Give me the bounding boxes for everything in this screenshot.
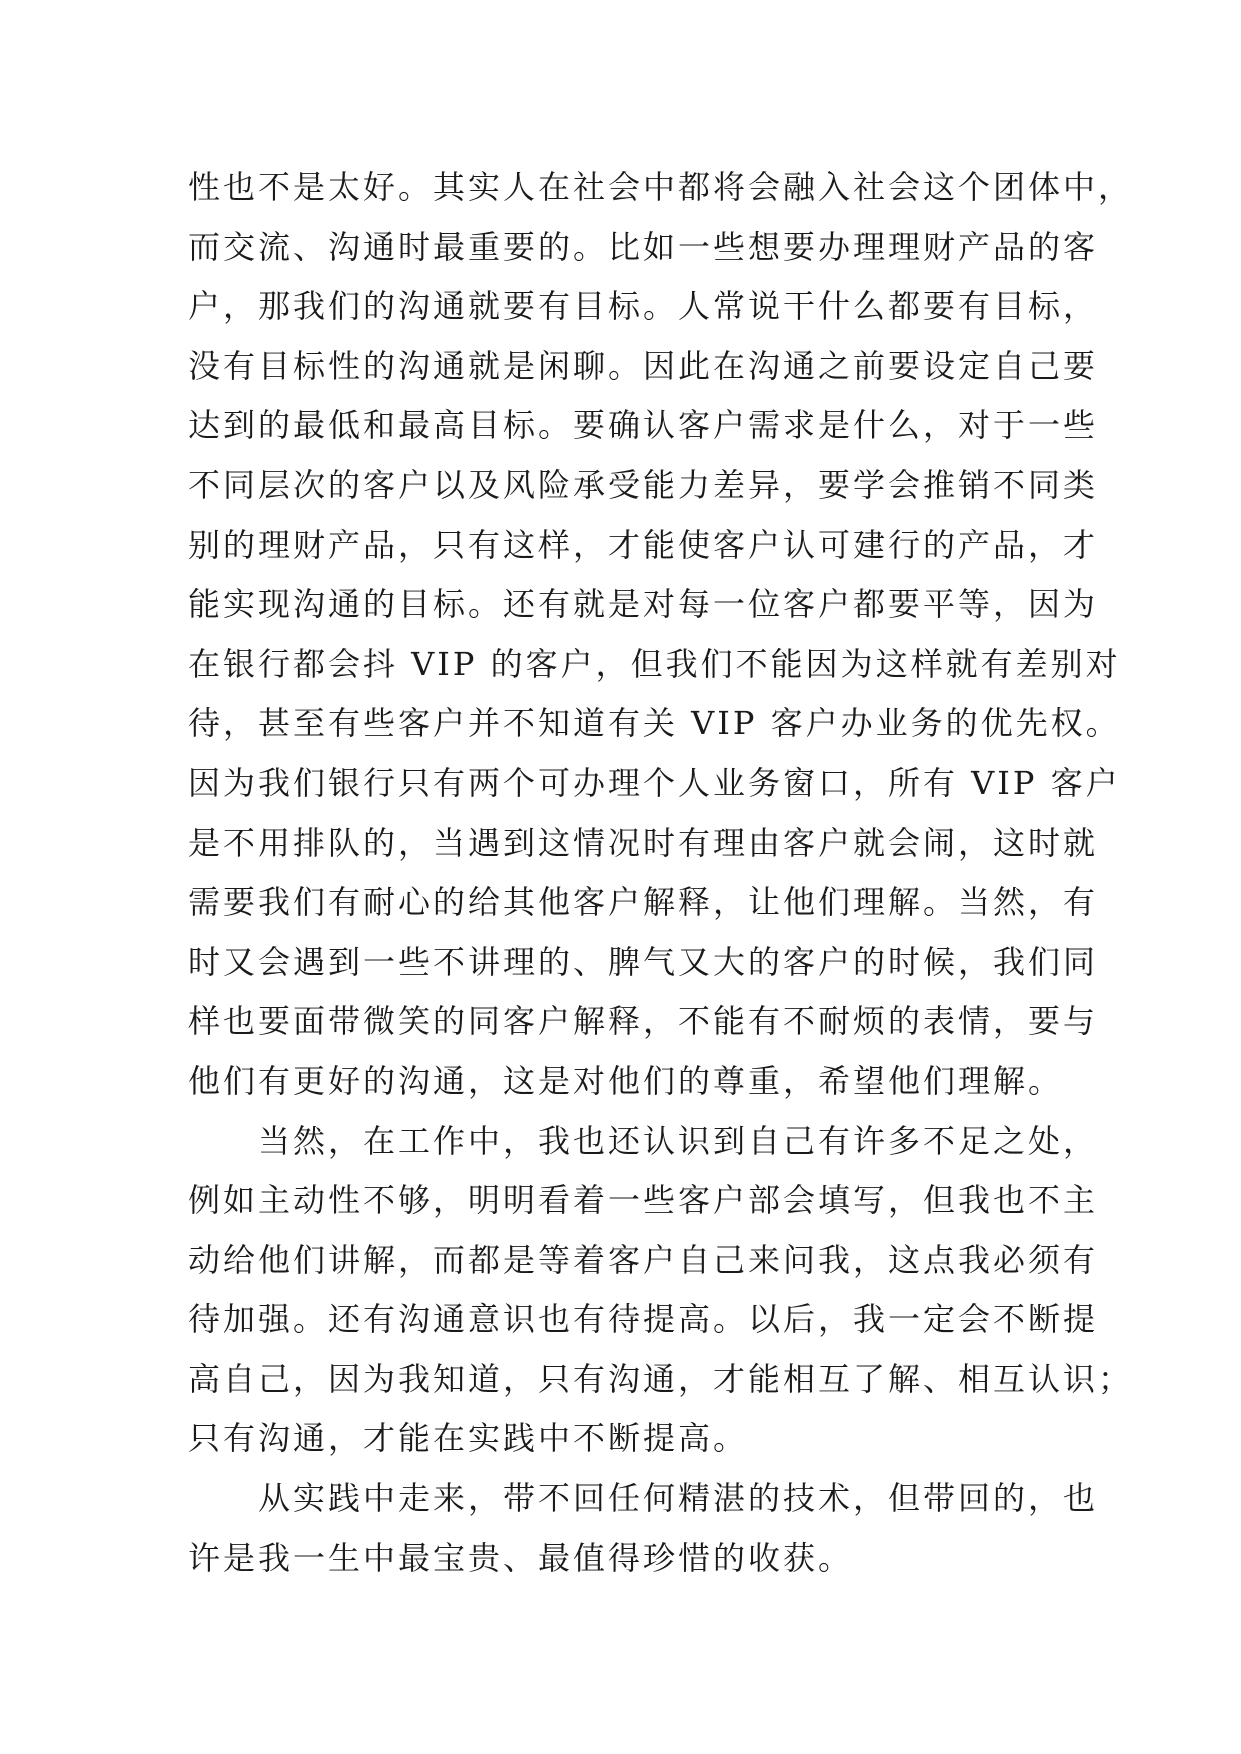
text-line: 在银行都会抖 VIP 的客户，但我们不能因为这样就有差别对 [188,644,1121,683]
paragraph-start-line: 从实践中走来，带不回任何精湛的技术，但带回的，也 [258,1479,1099,1518]
text-line: 没有目标性的沟通就是闲聊。因此在沟通之前要设定自己要 [188,346,1099,385]
document-body [188,158,1134,1588]
text-line: 只有沟通，才能在实践中不断提高。 [188,1419,749,1458]
text-line: 是不用排队的，当遇到这情况时有理由客户就会闹，这时就 [188,823,1099,862]
text-line: 待，甚至有些客户并不知道有关 VIP 客户办业务的优先权。 [188,704,1121,743]
text-line: 高自己，因为我知道，只有沟通，才能相互了解、相互认识； [188,1359,1134,1398]
text-line: 户，那我们的沟通就要有目标。人常说干什么都要有目标， [188,287,1099,326]
text-line: 别的理财产品，只有这样，才能使客户认可建行的产品，才 [188,525,1099,564]
text-line: 他们有更好的沟通，这是对他们的尊重，希望他们理解。 [188,1061,1064,1100]
text-line: 待加强。还有沟通意识也有待提高。以后，我一定会不断提 [188,1300,1099,1339]
text-line: 例如主动性不够，明明看着一些客户部会填写，但我也不主 [188,1181,1099,1220]
text-line: 因为我们银行只有两个可办理个人业务窗口，所有 VIP 客户 [188,763,1121,802]
text-line: 而交流、沟通时最重要的。比如一些想要办理理财产品的客 [188,227,1099,266]
text-line: 样也要面带微笑的同客户解释，不能有不耐烦的表情，要与 [188,1002,1099,1041]
text-line: 时又会遇到一些不讲理的、脾气又大的客户的时候，我们同 [188,942,1099,981]
text-line: 动给他们讲解，而都是等着客户自己来问我，这点我必须有 [188,1240,1099,1279]
text-line: 能实现沟通的目标。还有就是对每一位客户都要平等，因为 [188,585,1099,624]
text-line: 需要我们有耐心的给其他客户解释，让他们理解。当然，有 [188,883,1099,922]
text-line: 达到的最低和最高目标。要确认客户需求是什么，对于一些 [188,406,1099,445]
text-line: 不同层次的客户以及风险承受能力差异，要学会推销不同类 [188,465,1099,504]
text-line: 性也不是太好。其实人在社会中都将会融入社会这个团体中， [188,168,1134,206]
paragraph-start-line: 当然，在工作中，我也还认识到自己有许多不足之处， [258,1121,1099,1160]
text-line: 许是我一生中最宝贵、最值得珍惜的收获。 [188,1538,854,1577]
